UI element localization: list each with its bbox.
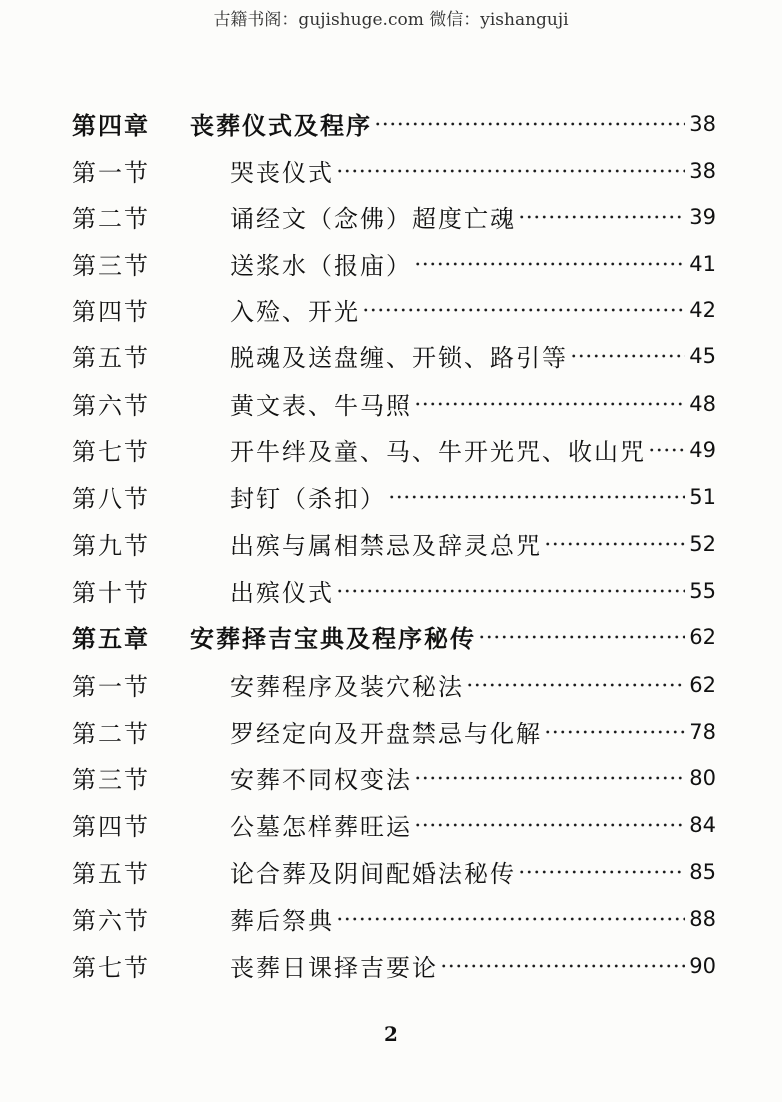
dot-leader bbox=[336, 167, 685, 175]
toc-page: 45 bbox=[689, 343, 716, 368]
toc-chapter-row bbox=[72, 100, 716, 147]
toc-label: 第二节 bbox=[72, 720, 150, 748]
toc-label: 第四节 bbox=[72, 813, 150, 841]
dot-leader bbox=[388, 493, 685, 501]
toc-title: 诵经文（念佛）超度亡魂 bbox=[230, 205, 516, 233]
toc-label: 第六节 bbox=[72, 907, 150, 935]
dot-leader bbox=[544, 540, 685, 548]
toc-page: 80 bbox=[689, 765, 716, 790]
toc-label: 第一节 bbox=[72, 159, 150, 187]
toc-section-row bbox=[72, 895, 716, 942]
toc-section-row bbox=[72, 661, 716, 708]
dot-leader bbox=[648, 446, 685, 454]
toc-section-row bbox=[72, 286, 716, 333]
toc-label: 第八节 bbox=[72, 485, 150, 513]
toc-page: 52 bbox=[689, 531, 716, 556]
dot-leader bbox=[440, 962, 685, 970]
dot-leader bbox=[336, 587, 685, 595]
toc-section-row bbox=[72, 848, 716, 895]
toc-page: 51 bbox=[689, 484, 716, 509]
dot-leader bbox=[478, 633, 685, 641]
toc-section-row bbox=[72, 380, 716, 427]
dot-leader bbox=[518, 213, 685, 221]
toc-chapter-row bbox=[72, 613, 716, 660]
toc-label: 第四章 bbox=[72, 111, 150, 140]
dot-leader bbox=[570, 352, 685, 360]
toc-section-row bbox=[72, 332, 716, 379]
dot-leader bbox=[466, 681, 685, 689]
toc-title: 安葬不同权变法 bbox=[230, 766, 412, 794]
toc-page: 42 bbox=[689, 297, 716, 322]
toc-title: 脱魂及送盘缠、开锁、路引等 bbox=[230, 344, 568, 372]
toc-title: 安葬程序及装穴秘法 bbox=[230, 673, 464, 701]
toc-label: 第七节 bbox=[72, 954, 150, 982]
toc-title: 开牛绊及童、马、牛开光咒、收山咒 bbox=[230, 438, 646, 466]
toc-title: 丧葬日课择吉要论 bbox=[230, 954, 438, 982]
dot-leader bbox=[414, 821, 685, 829]
toc-section-row bbox=[72, 801, 716, 848]
dot-leader bbox=[518, 868, 685, 876]
toc-label: 第五节 bbox=[72, 860, 150, 888]
toc-title: 黄文表、牛马照 bbox=[230, 392, 412, 420]
toc-section-row bbox=[72, 520, 716, 567]
toc-section-row bbox=[72, 426, 716, 473]
toc-section-row bbox=[72, 754, 716, 801]
toc-page: 85 bbox=[689, 859, 716, 884]
toc-section-row bbox=[72, 240, 716, 287]
toc-section-row bbox=[72, 567, 716, 614]
toc-title: 安葬择吉宝典及程序秘传 bbox=[190, 624, 476, 653]
toc-page: 62 bbox=[689, 672, 716, 697]
toc-page: 39 bbox=[689, 204, 716, 229]
toc-page: 49 bbox=[689, 437, 716, 462]
toc-label: 第七节 bbox=[72, 438, 150, 466]
toc-page: 62 bbox=[689, 624, 716, 649]
toc-label: 第三节 bbox=[72, 252, 150, 280]
toc-section-row bbox=[72, 708, 716, 755]
dot-leader bbox=[414, 400, 685, 408]
toc-label: 第十节 bbox=[72, 579, 150, 607]
toc-page: 90 bbox=[689, 953, 716, 978]
toc-page: 41 bbox=[689, 251, 716, 276]
toc-label: 第五节 bbox=[72, 344, 150, 372]
toc-title: 公墓怎样葬旺运 bbox=[230, 813, 412, 841]
dot-leader bbox=[544, 728, 685, 736]
toc-page: 48 bbox=[689, 391, 716, 416]
toc-title: 入殓、开光 bbox=[230, 298, 360, 326]
dot-leader bbox=[362, 306, 685, 314]
page-number: 2 bbox=[384, 1022, 398, 1046]
toc-label: 第三节 bbox=[72, 766, 150, 794]
toc-label: 第五章 bbox=[72, 624, 150, 653]
toc-label: 第二节 bbox=[72, 205, 150, 233]
toc-label: 第九节 bbox=[72, 532, 150, 560]
toc-title: 出殡仪式 bbox=[230, 579, 334, 607]
toc-title: 葬后祭典 bbox=[230, 907, 334, 935]
toc-title: 论合葬及阴间配婚法秘传 bbox=[230, 860, 516, 888]
toc-title: 丧葬仪式及程序 bbox=[190, 111, 372, 140]
toc-section-row bbox=[72, 147, 716, 194]
toc-page: 55 bbox=[689, 578, 716, 603]
dot-leader bbox=[336, 915, 685, 923]
toc-title: 出殡与属相禁忌及辞灵总咒 bbox=[230, 532, 542, 560]
toc-section-row bbox=[72, 193, 716, 240]
toc-title: 罗经定向及开盘禁忌与化解 bbox=[230, 720, 542, 748]
toc-page: 88 bbox=[689, 906, 716, 931]
toc-page: 38 bbox=[689, 111, 716, 136]
toc-page: 38 bbox=[689, 158, 716, 183]
toc-label: 第六节 bbox=[72, 392, 150, 420]
toc-section-row bbox=[72, 473, 716, 520]
toc-title: 封钉（杀扣） bbox=[230, 485, 386, 513]
dot-leader bbox=[374, 120, 685, 128]
toc-title: 送浆水（报庙） bbox=[230, 252, 412, 280]
dot-leader bbox=[414, 260, 685, 268]
toc-page: 78 bbox=[689, 719, 716, 744]
site-header-watermark: 古籍书阁：gujishuge.com 微信：yishanguji bbox=[213, 10, 569, 30]
toc-label: 第一节 bbox=[72, 673, 150, 701]
toc-title: 哭丧仪式 bbox=[230, 159, 334, 187]
toc-label: 第四节 bbox=[72, 298, 150, 326]
toc-section-row bbox=[72, 942, 716, 989]
dot-leader bbox=[414, 774, 685, 782]
toc-page: 84 bbox=[689, 812, 716, 837]
